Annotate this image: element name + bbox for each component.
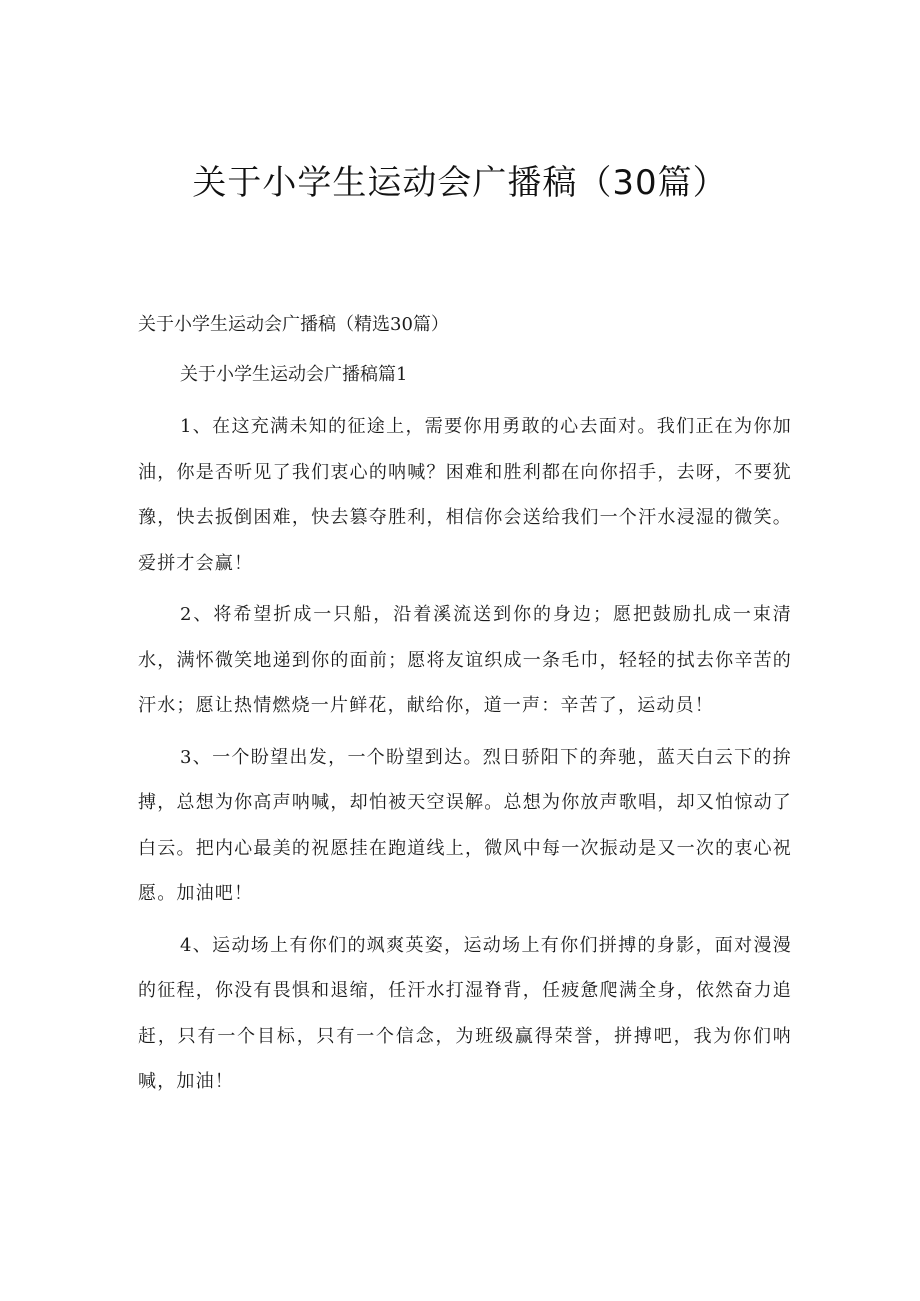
document-title: 关于小学生运动会广播稿（30篇） [192,163,728,203]
paragraph-1: 1、在这充满未知的征途上，需要你用勇敢的心去面对。我们正在为你加油，你是否听见了我们衷心的呐喊？困难和胜利都在向你招手，去呀，不要犹豫，快去扳倒困难，快去篡夺胜利，相信你会送给我们一个汗水浸湿的微笑。爱拼才会赢！ [138,416,792,574]
paragraph-3: 3、一个盼望出发，一个盼望到达。烈日骄阳下的奔驰，蓝天白云下的拚搏，总想为你高声呐喊，却怕被天空误解。总想为你放声歌唱，却又怕惊动了白云。把内心最美的祝愿挂在跑道线上，微风中每一次振动是又一次的衷心祝愿。加油吧！ [138,746,792,904]
paragraph-2: 2、将希望折成一只船，沿着溪流送到你的身边；愿把鼓励扎成一束清水，满怀微笑地递到你的面前；愿将友谊织成一条毛巾，轻轻的拭去你辛苦的汗水；愿让热情燃烧一片鲜花，献给你，道一声：辛苦了，运动员！ [138,604,792,716]
paragraph-4: 4、运动场上有你们的飒爽英姿，运动场上有你们拼搏的身影，面对漫漫的征程，你没有畏惧和退缩，任汗水打湿脊背，任疲惫爬满全身，依然奋力追赶，只有一个目标，只有一个信念，为班级赢得荣誉，拼搏吧，我为你们呐喊，加油！ [138,934,792,1092]
document-body [138,404,792,1111]
document-subtitle: 关于小学生运动会广播稿（精选30篇） [138,314,449,335]
section-heading: 关于小学生运动会广播稿篇1 [180,364,408,385]
